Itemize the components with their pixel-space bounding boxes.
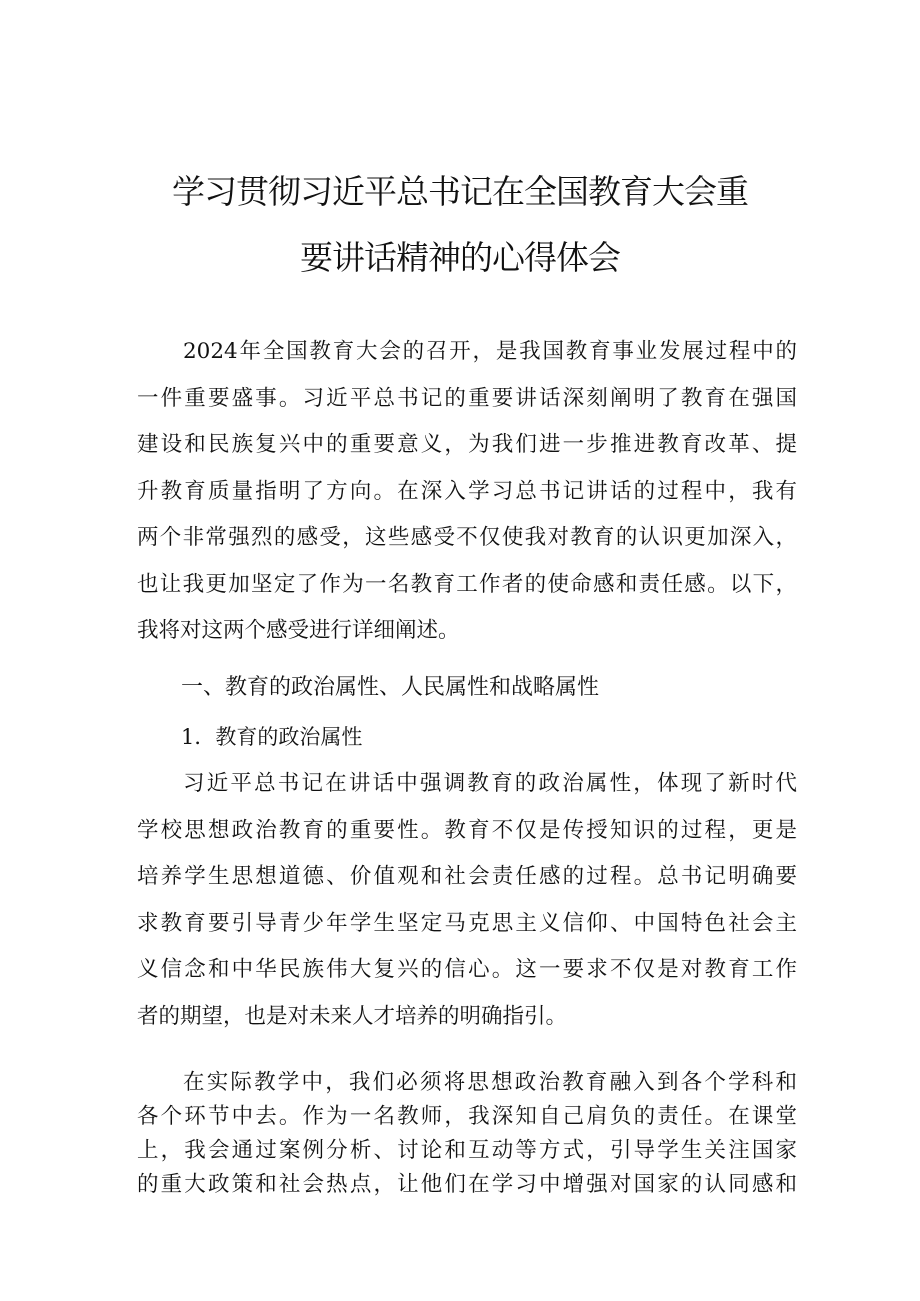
paragraph-line: 各个环节中去。作为一名教师，我深知自己肩负的责任。在课堂 xyxy=(137,1104,797,1129)
paragraph-line: 两个非常强烈的感受，这些感受不仅使我对教育的认识更加深入， xyxy=(137,525,797,550)
paragraph-line: 也让我更加坚定了作为一名教育工作者的使命感和责任感。以下， xyxy=(137,571,797,597)
paragraph-line: 一件重要盛事。习近平总书记的重要讲话深刻阐明了教育在强国 xyxy=(137,385,797,411)
paragraph-line: 义信念和中华民族伟大复兴的信心。这一要求不仅是对教育工作 xyxy=(137,957,797,982)
paragraph-line: 建设和民族复兴中的重要意义，为我们进一步推进教育改革、提 xyxy=(137,432,797,457)
paragraph-line: 上，我会通过案例分析、讨论和互动等方式，引导学生关注国家 xyxy=(137,1138,797,1163)
paragraph-line: 在实际教学中，我们必须将思想政治教育融入到各个学科和 xyxy=(183,1070,797,1095)
document-title-line-2: 要讲话精神的心得体会 xyxy=(300,238,620,277)
subsection-heading: 1．教育的政治属性 xyxy=(181,725,363,749)
document-title-line-1: 学习贯彻习近平总书记在全国教育大会重 xyxy=(172,172,748,211)
paragraph-line: 我将对这两个感受进行详细阐述。 xyxy=(137,618,460,643)
paragraph-line: 求教育要引导青少年学生坚定马克思主义信仰、中国特色社会主 xyxy=(137,910,797,936)
paragraph-line: 的重大政策和社会热点，让他们在学习中增强对国家的认同感和 xyxy=(137,1172,797,1197)
paragraph-line: 升教育质量指明了方向。在深入学习总书记讲话的过程中，我有 xyxy=(137,478,797,504)
paragraph-intro xyxy=(137,329,797,655)
paragraph-teaching-practice xyxy=(137,1066,797,1202)
paragraph-line: 习近平总书记在讲话中强调教育的政治属性，体现了新时代 xyxy=(183,771,797,796)
paragraph-line: 2024年全国教育大会的召开，是我国教育事业发展过程中的 xyxy=(183,339,797,364)
paragraph-line: 者的期望，也是对未来人才培养的明确指引。 xyxy=(137,1003,568,1029)
paragraph-line: 培养学生思想道德、价值观和社会责任感的过程。总书记明确要 xyxy=(137,864,797,889)
paragraph-line: 学校思想政治教育的重要性。教育不仅是传授知识的过程，更是 xyxy=(137,817,797,843)
section-heading: 一、教育的政治属性、人民属性和战略属性 xyxy=(181,675,600,700)
paragraph-political-attribute xyxy=(137,761,797,1040)
